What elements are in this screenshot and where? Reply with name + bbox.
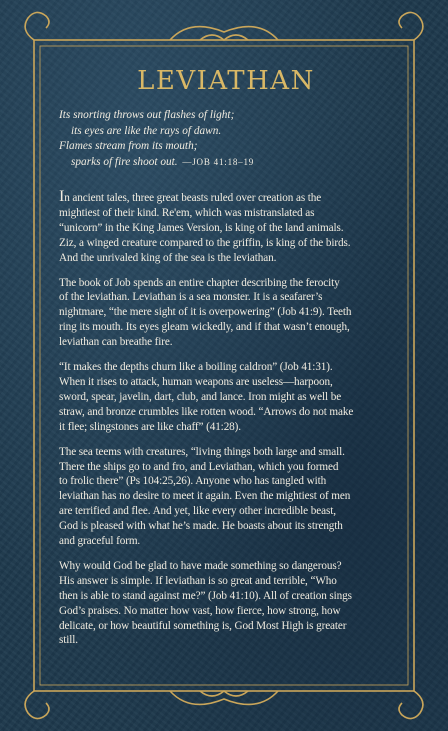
quote-line: Flames stream from its mouth; [59,140,198,152]
quote-line: Its snorting throws out flashes of light; [59,109,235,121]
paragraph-line: leviathan can breathe fire. [59,336,173,349]
paragraph-line: “It makes the depths churn like a boiling caldron” (Job 41:31). [59,361,333,374]
paragraph-line: mightiest of their kind. Re'em, which was mistranslated as [59,206,315,219]
paragraph-line: of the leviathan. Leviathan is a sea monster. It is a seafarer’s [59,291,323,304]
paragraph-line: ring its mouth. Its eyes gleam wickedly, and if that wasn’t enough, [59,321,350,334]
paragraph-line: Ziz, a winged creature compared to the griffin, is king of the birds. [59,236,351,249]
quote-reference: —JOB 41:18–19 [182,156,255,167]
paragraph-line: delicate, or how beautiful something is, God Most High is greater [59,619,347,632]
article [59,68,393,658]
paragraph-line: and graceful form. [59,535,141,548]
page-title: LEVIATHAN [137,66,315,96]
paragraph-line: leviathan has no desire to meet it again. Even the mightiest of men [59,490,351,503]
paragraph-4 [59,445,393,549]
quote-line: sparks of fire shoot out. —JOB 41:18–19 [71,155,255,168]
paragraph-line: it flee; slingstones are like chaff” (41:28). [59,420,242,433]
paragraph-line: to frolic there” (Ps 104:25,26). Anyone who has tangled with [59,475,327,488]
paragraph-line: “unicorn” in the King James Version, is king of the land animals. [59,221,344,234]
quote-line: its eyes are like the rays of dawn. [71,124,222,137]
paragraph-line: God is pleased with what he’s made. He boasts about its strength [59,520,343,533]
paragraph-line: still. [59,634,78,647]
paragraph-line: straw, and bronze crumbles like rotten wood. “Arrows do not make [59,405,354,418]
paragraph-1 [59,189,393,266]
paragraph-line: then is able to stand against me?” (Job 41:10). All of creation sings [59,589,352,602]
paragraph-line: His answer is simple. If leviathan is so great and terrible, “Who [59,574,337,587]
paragraph-line: The sea teems with creatures, “living things both large and small. [59,445,345,458]
paragraph-line: Why would God be glad to have made something so dangerous? [59,559,342,572]
paragraph-5 [59,559,393,648]
paragraph-line: And the unrivaled king of the sea is the leviathan. [59,251,277,264]
paragraph-3 [59,360,393,435]
paragraph-line: There the ships go to and fro, and Leviathan, which you formed [59,460,339,473]
paragraph-2 [59,276,393,351]
scripture-quote [59,108,393,170]
paragraph-line: When it rises to attack, human weapons are useless—harpoon, [59,375,333,388]
drop-cap: I [59,188,65,205]
paragraph-line: God’s praises. No matter how vast, how fierce, how strong, how [59,604,341,617]
paragraph-line: The book of Job spends an entire chapter describing the ferocity [59,276,340,289]
paragraph-line: In ancient tales, three great beasts ruled over creation as the [59,188,322,205]
paragraph-line: are terrified and flee. And yet, like every other incredible beast, [59,505,336,518]
paragraph-line: nightmare, “the mere sight of it is overpowering” (Job 41:9). Teeth [59,306,352,319]
paragraph-line: sword, spear, javelin, dart, club, and lance. Iron might as well be [59,390,342,403]
